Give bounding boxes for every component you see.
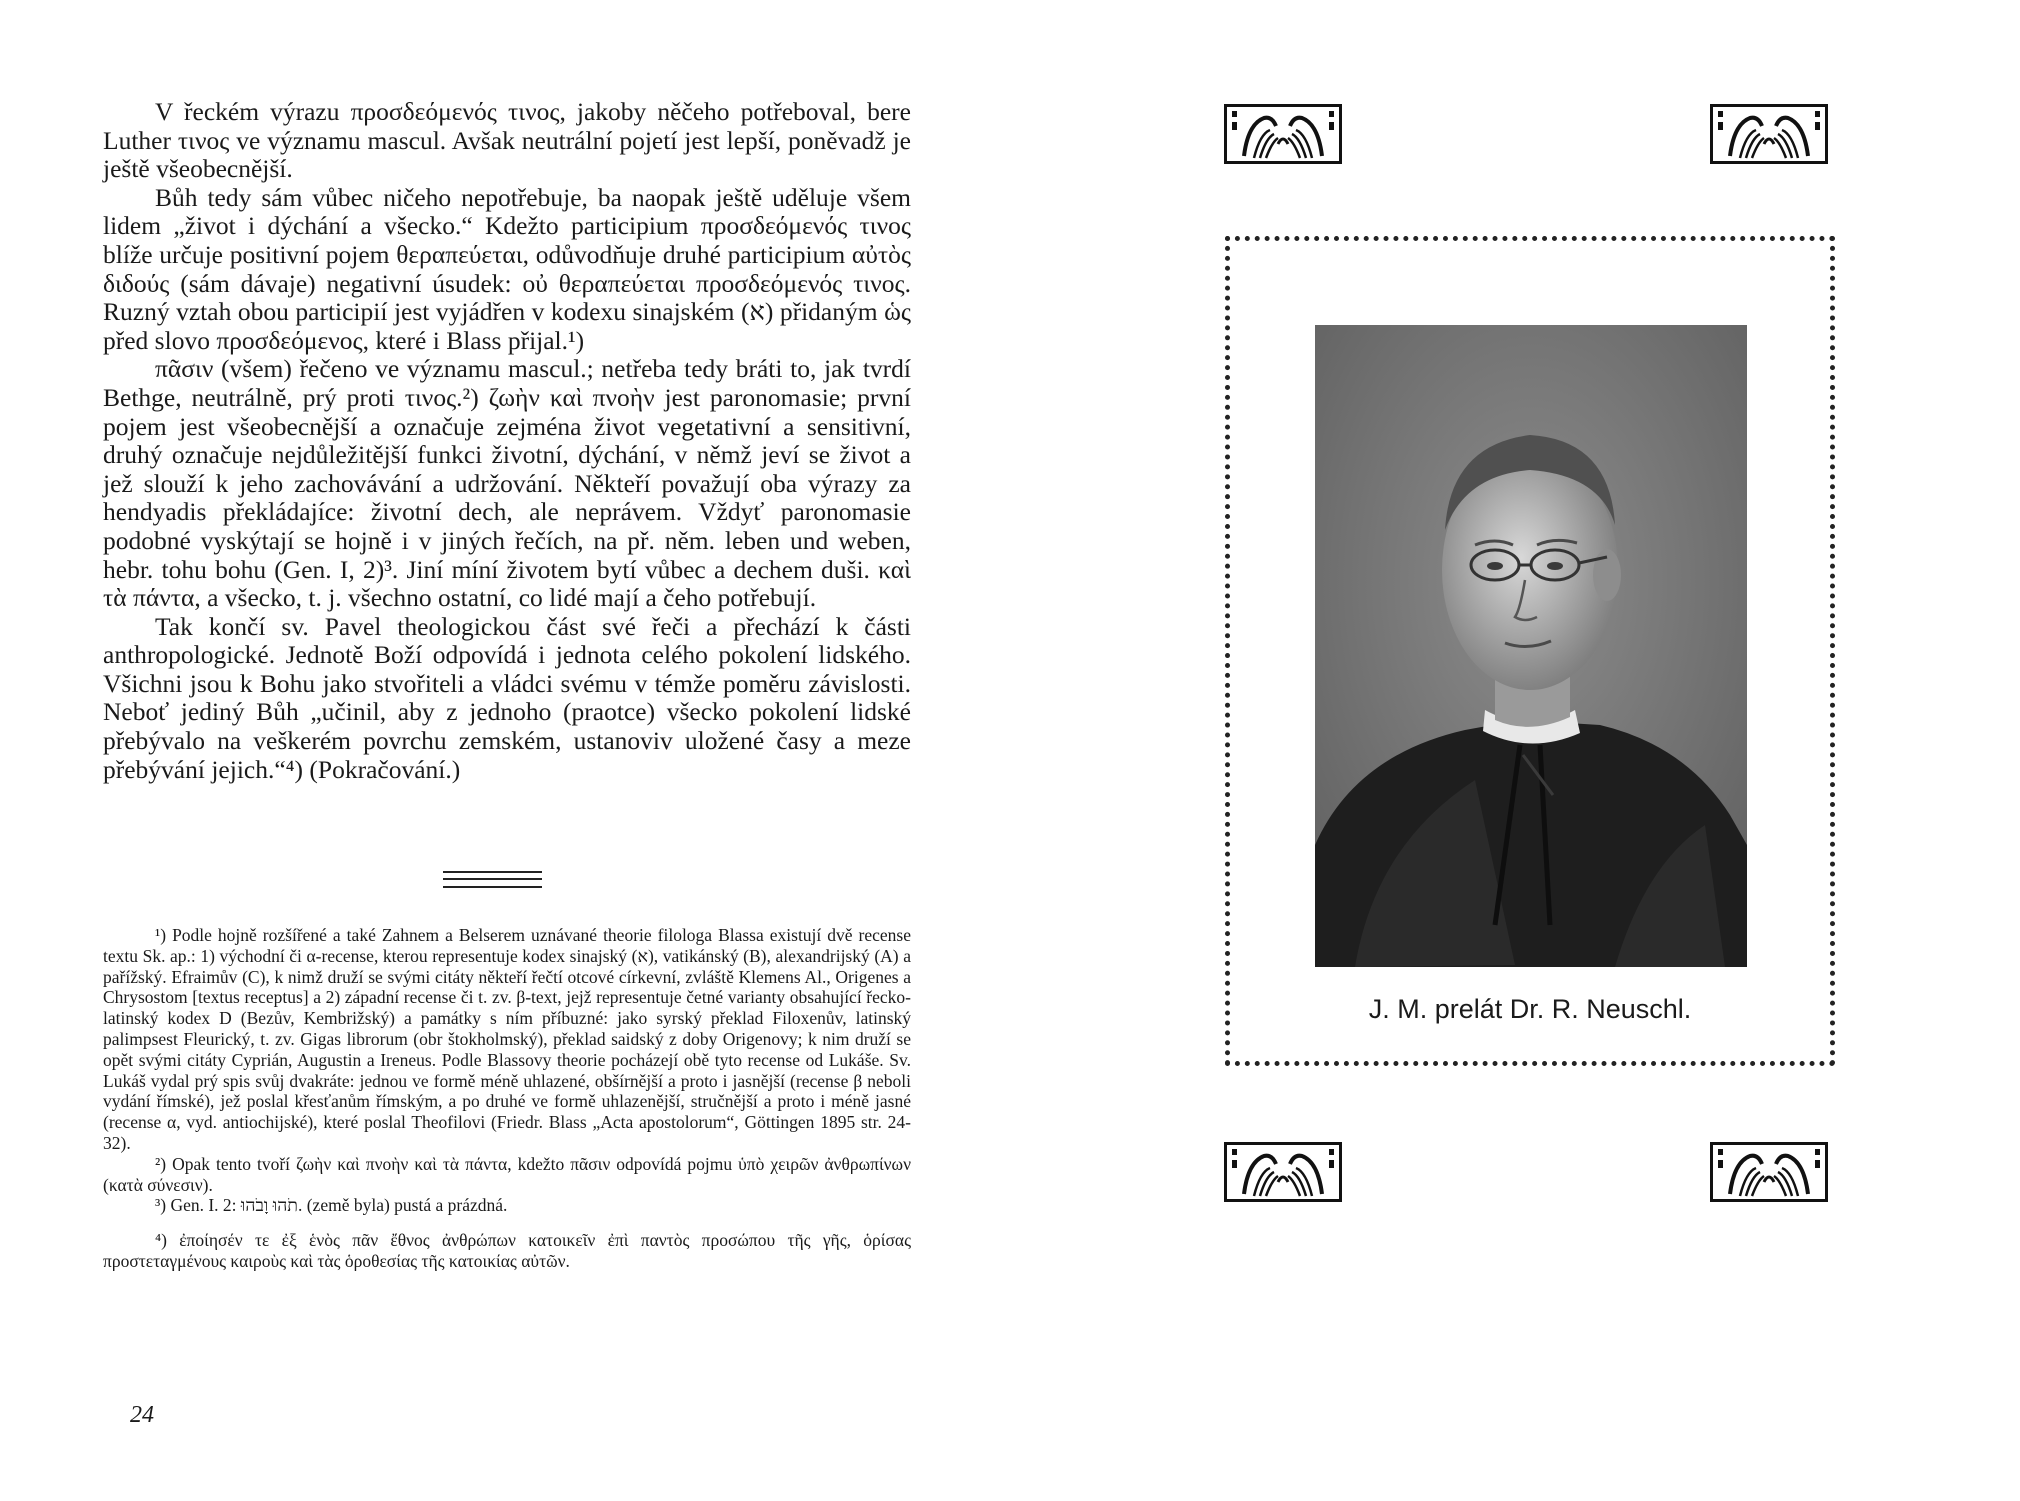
- section-separator: [443, 871, 542, 888]
- portrait-photo: [1315, 325, 1747, 967]
- paragraph: V řeckém výrazu προσδεόμενός τινος, jakoby něčeho potřeboval, bere Luther τινος ve významu mascul. Avšak neutrální pojetí jest lepší, poněvadž je ještě všeobecnější.: [103, 97, 911, 184]
- footnote: ³) Gen. I. 2: תֹהוּ וָבֹהוּ. (země byla) pustá a prázdná.: [155, 1195, 508, 1216]
- page-number: 24: [130, 1402, 154, 1428]
- body-text: [103, 98, 911, 784]
- footnotes: [103, 925, 911, 1272]
- paragraph: Tak končí sv. Pavel theologickou část své řeči a přechází k části anthropologické. Jednotě Boží odpovídá i jednota celého pokolení lidského. Všichni jsou k Bohu jako stvořiteli a vládci svému v témže poměru závislosti. Neboť jediný Bůh „učinil, aby z jednoho (praotce) všecko pokolení lidské přebývalo na veškerém povrchu zemském, ustanoviv uložené časy a meze přebývání jejich.“⁴) (Pokračování.): [103, 611, 911, 784]
- footnote: ¹) Podle hojně rozšířené a také Zahnem a Belserem uznávané theorie filologa Blassa existují dvě recense textu Sk. ap.: 1) východní či α-recense, kterou representuje kodex sinajský (א), vatikánský (B), alexandrijský (A) a pařížský. Efraimův (C), k nimž druží se svými citáty někteří řečtí otcové církevní, zvláště Klemens Al., Origenes a Chrysostom [textus receptus] a 2) západní recense či t. zv. β-text, jejž representuje četné varianty obsahující řecko-latinský kodex D (Bezův, Kembrižský) a památky s ním příbuzné: jako syrský překlad Filoxenův, latinský palimpsest Fleurický, t. zv. Gigas librorum (obr štokholmský), překlad saidský z doby Origenovy; k nim druží se opět svými citáty Cyprián, Augustin a Ireneus. Podle Blassovy theorie pocházejí obě tyto recense od Lukáše. Sv. Lukáš vydal prý spis svůj dvakráte: jednou ve formě méně uhlazené, obšírnější a proto i jasnější (recense β neboli vydání římské), jež poslal křesťanům římským, a po druhé ve formě uhlazenější, stručnější a proto i méně jasné (recense α, vyd. antiochijské), které poslal Theofilovi (Friedr. Blass „Acta apostolorum“, Göttingen 1895 str. 24-32).: [103, 925, 911, 1153]
- footnote: ⁴) ἐποίησέν τε ἐξ ἑνὸς πᾶν ἔθνος ἀνθρώπων κατοικεῖν ἐπὶ παντὸς προσώπου τῆς γῆς, ὁρίσας προστεταγμένους καιροὺς καὶ τὰς ὁροθεσίας τῆς κατοικίας αὐτῶν.: [103, 1230, 911, 1271]
- footnote: ²) Opak tento tvoří ζωὴν καὶ πνοὴν καὶ τὰ πάντα, kdežto πᾶσιν odpovídá pojmu ὑπὸ χειρῶν ἀνθρωπίνων (κατὰ σύνεσιν).: [103, 1153, 911, 1195]
- art-nouveau-ornament-icon: [1224, 1142, 1342, 1202]
- art-nouveau-ornament-icon: [1224, 104, 1342, 164]
- portrait-caption: J. M. prelát Dr. R. Neuschl.: [1368, 994, 1692, 1024]
- paragraph: Bůh tedy sám vůbec ničeho nepotřebuje, ba naopak ještě uděluje všem lidem „život i dýchání a všecko.“ Kdežto participium προσδεόμενός τινος blíže určuje positivní pojem θεραπεύεται, odůvodňuje druhé participium αὐτὸς διδούς (sám dávaje) negativní úsudek: οὐ θεραπεύεται προσδεόμενός τινος. Ruzný vztah obou participií jest vyjádřen v kodexu sinajském (א) přidaným ὡς před slovo προσδεόμενος, které i Blass přijal.¹): [103, 182, 911, 355]
- art-nouveau-ornament-icon: [1710, 1142, 1828, 1202]
- paragraph: πᾶσιν (všem) řečeno ve významu mascul.; netřeba tedy bráti to, jak tvrdí Bethge, neutrálně, prý proti τινος.²) ζωὴν καὶ πνοὴν jest paronomasie; první pojem jest všeobecnější a označuje zejména život vegetativní a sensitivní, druhý označuje nejdůležitější funkci životní, dýchání, v němž jeví se život a jež slouží k jeho zachovávání a udržování. Někteří považují oba výrazy za hendyadis překládajíce: životní dech, ale neprávem. Vždyť paronomasie podobné vyskýtají se hojně i v jiných řečích, na př. něm. leben und weben, hebr. tohu bohu (Gen. I, 2)³. Jiní míní životem bytí vůbec a dechem duši. καὶ τὰ πάντα, a všecko, t. j. všechno ostatní, co lidé mají a čeho potřebují.: [103, 354, 911, 613]
- art-nouveau-ornament-icon: [1710, 104, 1828, 164]
